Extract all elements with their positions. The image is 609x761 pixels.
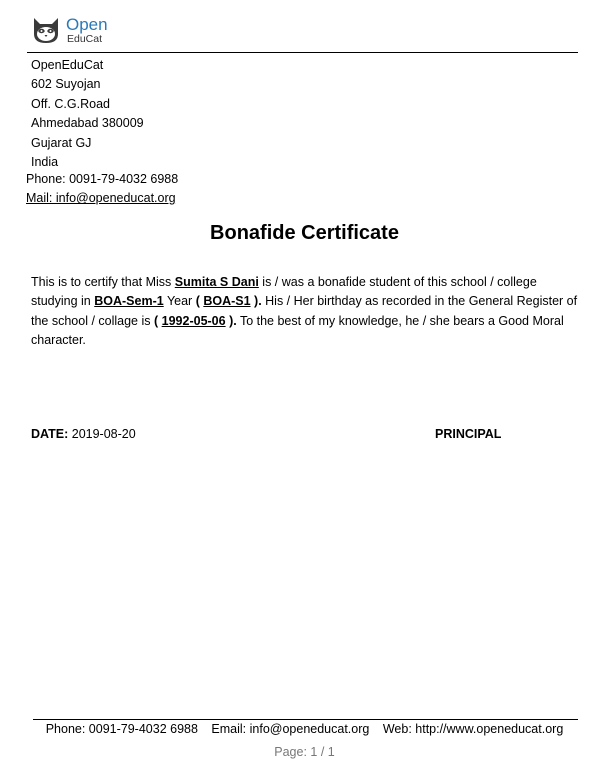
page-number: Page: 1 / 1 (274, 745, 335, 759)
footer-divider (33, 719, 578, 720)
issue-date (31, 427, 136, 441)
address-state: Gujarat GJ (31, 135, 92, 150)
institution-address (31, 56, 144, 172)
address-area: Off. C.G.Road (31, 96, 110, 111)
course-name: BOA-Sem-1 (94, 294, 164, 309)
dob-close: ). (225, 313, 237, 328)
body-text-5: To the best of my knowledge, he / she bears a Good Moral character. (31, 313, 564, 347)
cat-icon (30, 14, 62, 46)
certificate-body (31, 273, 583, 350)
body-text-2: is / was a bonafide student of this school / college studying in (31, 275, 537, 309)
birth-date: 1992-05-06 (161, 313, 226, 328)
body-text-1: This is to certify that Miss (31, 275, 175, 289)
openeducat-logo (30, 14, 108, 46)
dob-open: ( (154, 313, 162, 328)
address-name: OpenEduCat (31, 58, 104, 72)
batch-close: ). (250, 294, 262, 309)
logo-word-educat: EduCat (67, 32, 103, 45)
address-street: 602 Suyojan (31, 77, 101, 92)
contact-phone: Phone: 0091-79-4032 6988 (26, 172, 179, 186)
institution-contact (26, 170, 178, 209)
batch-open: ( (195, 294, 204, 309)
date-label: DATE: (31, 427, 69, 441)
contact-mail-link[interactable]: Mail: info@openeducat.org (26, 191, 176, 206)
principal-signature-label: PRINCIPAL (435, 427, 502, 441)
address-city: Ahmedabad 380009 (31, 116, 144, 131)
logo-word-open: Open (66, 14, 108, 34)
certificate-title: Bonafide Certificate (210, 222, 399, 244)
header-divider (27, 52, 578, 53)
page-footer (0, 722, 609, 736)
body-text-3: Year (163, 294, 196, 309)
batch-name: BOA-S1 (203, 294, 251, 309)
footer-email: Email: info@openeducat.org (211, 722, 370, 736)
body-text-4: His / Her birthday as recorded in the General Register of the school / collage is (31, 294, 578, 328)
student-name: Sumita S Dani (174, 275, 259, 289)
address-country: India (31, 155, 59, 170)
date-value: 2019-08-20 (68, 427, 136, 441)
footer-web: Web: http://www.openeducat.org (382, 722, 564, 736)
footer-phone: Phone: 0091-79-4032 6988 (45, 722, 198, 736)
